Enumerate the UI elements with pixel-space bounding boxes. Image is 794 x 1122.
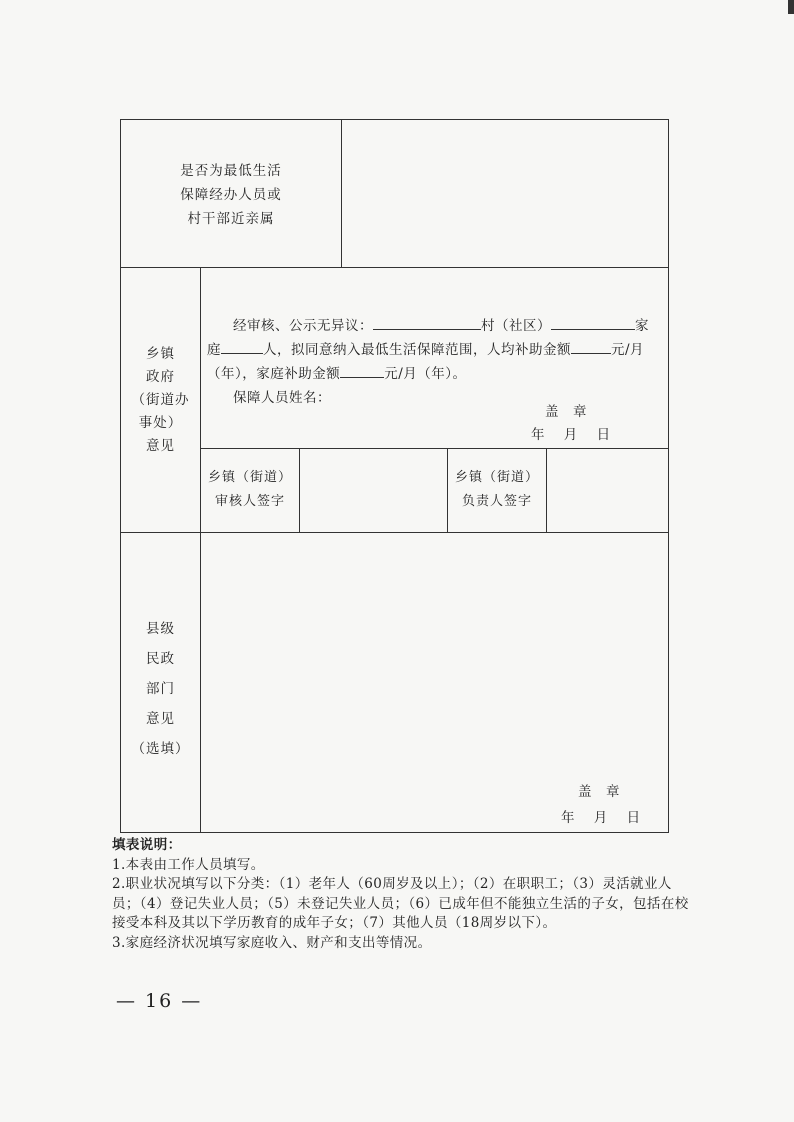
township-label-line: 乡镇 <box>146 345 175 362</box>
relative-question-line: 保障经办人员或 <box>180 186 282 203</box>
township-label-line: 事处） <box>138 414 183 431</box>
instructions-title: 填表说明： <box>112 837 182 853</box>
instruction-item: 2.职业状况填写以下分类：（1）老年人（60周岁及以上）；（2）在职职工；（3）灵活就业人员；（4）登记失业人员；（5）未登记失业人员；（6）已成年但不能独立生活的子女，包括在校接受本科及其以下学历教育的成年子女；（7）其他人员（18周岁以下）。 <box>112 876 689 931</box>
family-amount-unit: 元/月（年）。 <box>384 366 467 382</box>
relative-question-line: 村干部近亲属 <box>187 210 275 227</box>
per-capita-unit: 元/月 <box>611 342 645 358</box>
leader-label-line: 乡镇（街道） <box>454 470 539 485</box>
opinion-prefix: 经审核、公示无异议： <box>233 318 373 334</box>
leader-sign-label <box>448 466 546 514</box>
township-date: 年 月 日 <box>531 427 611 443</box>
relative-question-answer[interactable] <box>342 120 668 267</box>
township-label-line: （街道办 <box>131 391 190 408</box>
form-instructions <box>112 836 692 953</box>
leader-label-line: 负责人签字 <box>461 494 532 509</box>
opinion-line-3 <box>207 362 667 386</box>
family-amount-blank[interactable] <box>340 363 384 378</box>
county-label-line: 县级 <box>146 620 175 637</box>
row-divider-1 <box>121 267 668 268</box>
community-blank[interactable] <box>551 315 635 330</box>
county-label-line: 部门 <box>146 680 175 697</box>
county-date: 年 月 日 <box>561 810 641 826</box>
county-opinion-label <box>121 533 200 832</box>
instruction-item: 3.家庭经济状况填写家庭收入、财产和支出等情况。 <box>112 934 432 951</box>
county-label-line: 意见 <box>146 710 175 727</box>
reviewer-signature-field[interactable] <box>300 449 447 532</box>
per-capita-amount-blank[interactable] <box>571 339 611 354</box>
township-label-line: 政府 <box>146 368 175 385</box>
county-label-line: 民政 <box>146 650 175 667</box>
opinion-line-4 <box>207 386 667 410</box>
reviewer-label-line: 乡镇（街道） <box>207 470 292 485</box>
instruction-item: 1.本表由工作人员填写。 <box>112 856 265 873</box>
family-suffix: 家 <box>635 318 649 334</box>
relative-question-line: 是否为最低生活 <box>180 162 282 179</box>
village-blank[interactable] <box>373 315 481 330</box>
application-form-table <box>120 119 669 833</box>
relative-question-label <box>121 120 341 267</box>
beneficiary-names-label: 保障人员姓名： <box>233 390 331 406</box>
reviewer-label-line: 审核人签字 <box>214 494 285 509</box>
family-prefix: 庭 <box>207 342 221 358</box>
approval-text: 人，拟同意纳入最低生活保障范围，人均补助金额 <box>263 342 571 358</box>
opinion-line-2 <box>207 338 667 362</box>
county-label-line: （选填） <box>131 740 190 757</box>
scan-corner-mark <box>788 0 794 14</box>
county-seal: 盖 章 <box>578 784 620 800</box>
township-opinion-text <box>207 314 667 410</box>
family-amount-prefix: （年），家庭补助金额 <box>207 366 341 382</box>
township-seal: 盖 章 <box>545 404 587 420</box>
township-opinion-label <box>121 268 200 532</box>
township-label-line: 意见 <box>146 437 175 454</box>
opinion-line-1 <box>207 314 667 338</box>
family-size-blank[interactable] <box>221 339 263 354</box>
leader-signature-field[interactable] <box>547 449 668 532</box>
reviewer-sign-label <box>201 466 299 514</box>
page-number: — 16 — <box>116 990 203 1012</box>
village-suffix: 村（社区） <box>481 318 551 334</box>
